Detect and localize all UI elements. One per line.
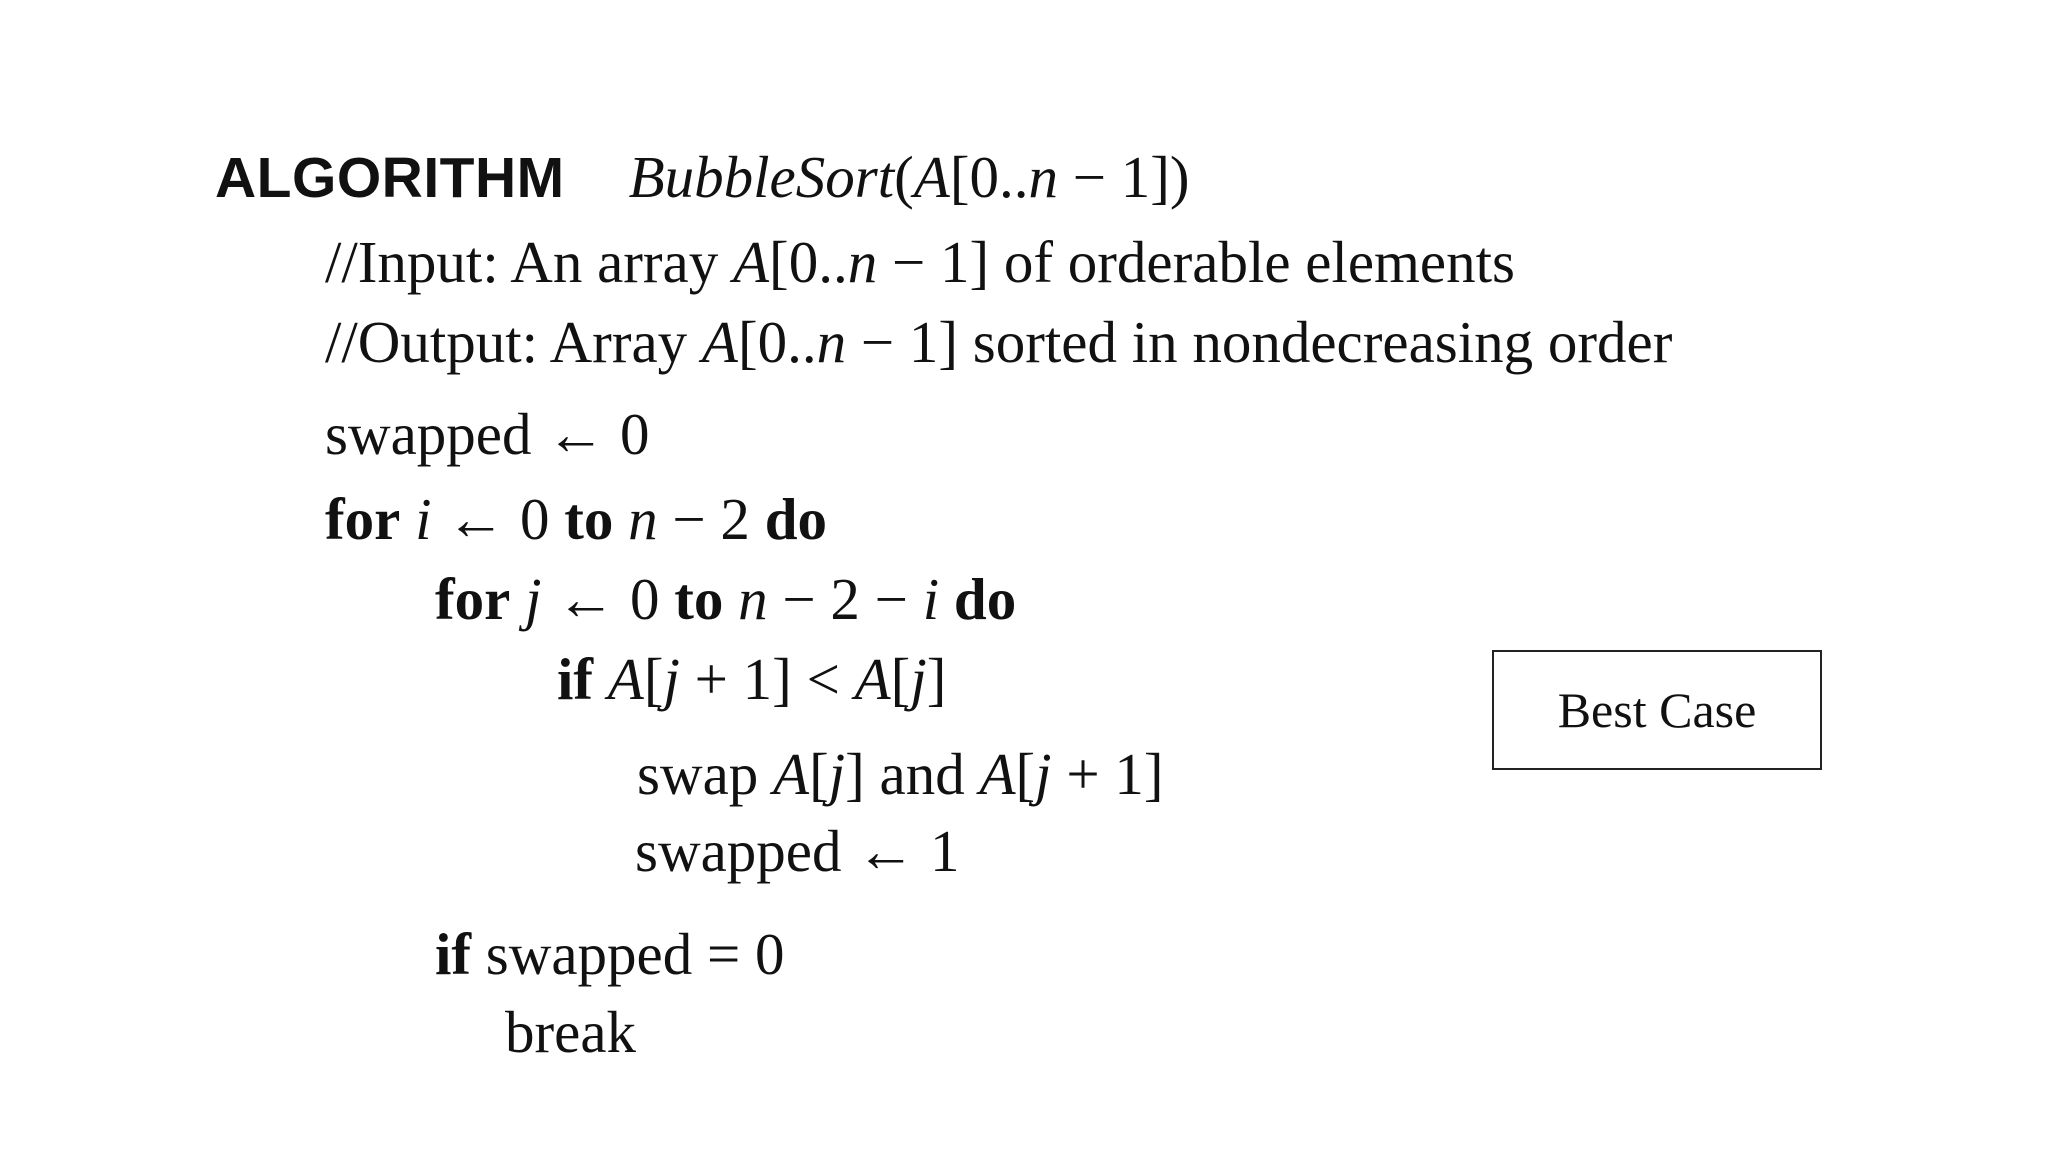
init-swapped-line	[325, 401, 650, 467]
compare-rhs-close: ]	[926, 646, 947, 712]
check-swapped-text: swapped = 0	[471, 921, 785, 987]
input-comment-range: [0..	[769, 229, 848, 295]
set-swapped-line	[635, 818, 960, 884]
swap-idx-2: j	[1035, 741, 1052, 807]
algorithm-open-paren: (	[894, 144, 914, 210]
swap-close-1: ] and	[845, 741, 980, 807]
check-swapped-line	[435, 921, 785, 987]
outer-loop-assign: ← 0	[431, 486, 565, 552]
swap-open-1: [	[809, 741, 829, 807]
inner-for-keyword: for	[435, 566, 511, 632]
swap-open-2: [	[1015, 741, 1036, 807]
output-comment-suffix: − 1] sorted in nondecreasing order	[846, 309, 1673, 375]
best-case-box	[1492, 650, 1822, 770]
outer-bound-rest: − 2	[657, 486, 765, 552]
algorithm-param: A	[913, 144, 950, 210]
break-text: break	[505, 999, 637, 1065]
outer-do-keyword: do	[764, 486, 828, 552]
algorithm-header	[215, 144, 1190, 210]
outer-bound-var: n	[628, 486, 658, 552]
compare-if-keyword: if	[557, 646, 594, 712]
outer-loop-var: i	[415, 486, 432, 552]
output-comment-range: [0..	[737, 309, 817, 375]
outer-for-keyword: for	[325, 486, 401, 552]
input-comment-prefix: //Input: An array	[325, 229, 733, 295]
outer-loop-line	[325, 486, 828, 552]
swap-idx-1: j	[828, 741, 846, 807]
compare-line	[557, 646, 947, 712]
input-comment-array: A	[733, 229, 770, 295]
inner-loop-assign: ← 0	[541, 566, 675, 632]
compare-lhs-open: [	[643, 646, 664, 712]
inner-bound-var2: i	[922, 566, 940, 632]
inner-do-keyword: do	[953, 566, 1017, 632]
compare-lhs-array: A	[607, 646, 644, 712]
input-comment-n: n	[847, 229, 878, 295]
swap-keyword: swap	[637, 741, 774, 807]
algorithm-range-n: n	[1028, 144, 1058, 210]
compare-rhs-index: j	[910, 646, 927, 712]
algorithm-name: BubbleSort	[628, 144, 895, 210]
output-comment-prefix: //Output: Array	[325, 309, 702, 375]
swap-line	[637, 741, 1164, 807]
compare-lhs-index: j	[663, 646, 680, 712]
algorithm-keyword: ALGORITHM	[215, 146, 565, 210]
output-comment	[325, 309, 1673, 375]
outer-to-keyword: to	[564, 486, 614, 552]
compare-lhs-rest: + 1] <	[679, 646, 855, 712]
swap-close-2: + 1]	[1051, 741, 1164, 807]
algorithm-range-start: [0..	[949, 144, 1029, 210]
inner-bound-var: n	[738, 566, 768, 632]
output-comment-array: A	[701, 309, 738, 375]
output-comment-n: n	[816, 309, 847, 375]
inner-to-keyword: to	[674, 566, 724, 632]
inner-bound-mid: − 2 −	[767, 566, 923, 632]
init-swapped-text: swapped ← 0	[325, 401, 650, 467]
swap-arr-1: A	[773, 741, 810, 807]
compare-rhs-open: [	[890, 646, 911, 712]
inner-loop-line	[435, 566, 1017, 632]
compare-rhs-array: A	[854, 646, 891, 712]
input-comment-suffix: − 1] of orderable elements	[877, 229, 1515, 295]
set-swapped-text: swapped ← 1	[635, 818, 960, 884]
best-case-label: Best Case	[1557, 682, 1757, 738]
break-line	[505, 999, 637, 1065]
inner-loop-var: j	[525, 566, 542, 632]
input-comment	[325, 229, 1515, 295]
algorithm-range-end: − 1])	[1057, 144, 1190, 210]
check-if-keyword: if	[435, 921, 472, 987]
swap-arr-2: A	[979, 741, 1016, 807]
